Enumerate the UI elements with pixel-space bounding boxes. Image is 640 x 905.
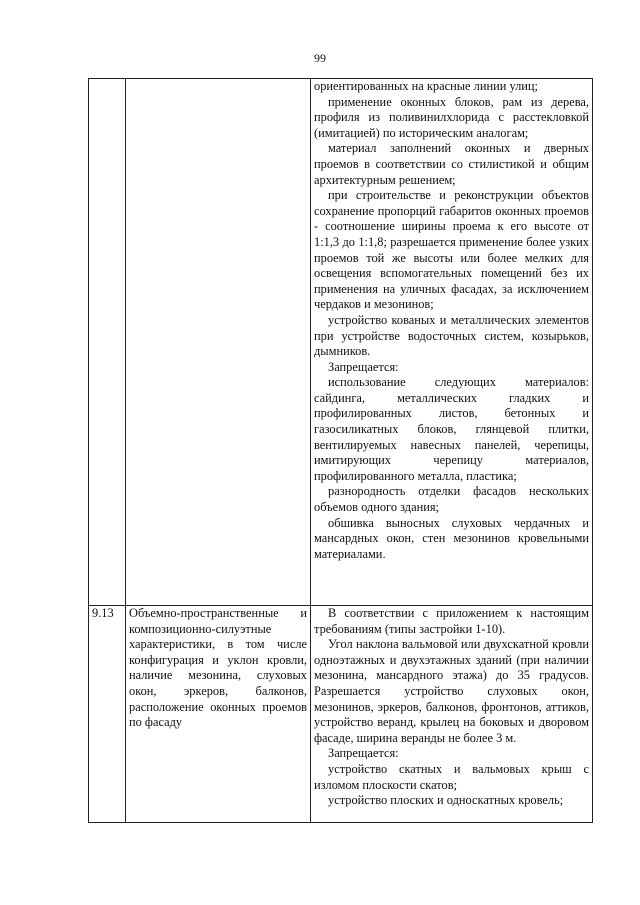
row-number-cell: [89, 79, 126, 606]
paragraph: использование следующих материалов: сайдинга, металлических гладких и профилированных листов, бетонных и газосиликатных блоков, глянцевой плитки, вентилируемых навесных панелей, черепицы, имитирующих черепицу материалов, профилированного металла, пластика;: [314, 375, 589, 483]
paragraph: при строительстве и реконструкции объектов сохранение пропорций габаритов оконных проемов - соотношение ширины проема к его высоте от 1:1,3 до 1:1,8; разрешается применение более узких проемов той же высоты или более мелких для освещения вспомогательных помещений без их применения на уличных фасадах, за исключением чердаков и мезонинов;: [314, 188, 589, 312]
row-text-cell: [311, 606, 593, 823]
paragraph: применение оконных блоков, рам из дерева, профиля из поливинилхлорида с расстекловкой (имитацией) по историческим аналогам;: [314, 94, 589, 140]
paragraph: устройство плоских и односкатных кровель;: [328, 793, 564, 808]
paragraph: Запрещается:: [328, 359, 399, 374]
row-text-cell: [311, 79, 593, 606]
row-name-cell: [126, 606, 311, 823]
requirements-table: [88, 78, 593, 823]
paragraph: Запрещается:: [328, 746, 399, 761]
table-row: [89, 606, 593, 823]
row-name-text: Объемно-пространственные и композиционно-силуэтные характеристики, в том числе конфигурация и уклон кровли, наличие мезонина, слуховых окон, эркеров, балконов, расположение оконных проемов по фасаду: [129, 606, 307, 730]
row-name-cell: [126, 79, 311, 606]
paragraph: устройство кованых и металлических элементов при устройстве водосточных систем, козырьков, дымников.: [314, 312, 589, 359]
paragraph: устройство скатных и вальмовых крыш с изломом плоскости скатов;: [314, 761, 589, 792]
page-number: 99: [314, 51, 326, 65]
paragraph: обшивка выносных слуховых чердачных и мансардных окон, стен мезонинов кровельными материалами.: [314, 515, 589, 561]
row-number-cell: 9.13: [89, 606, 126, 823]
table-row: [89, 79, 593, 606]
paragraph: материал заполнений оконных и дверных проемов в соответствии со стилистикой и общим архитектурным решением;: [314, 141, 589, 187]
paragraph: Угол наклона вальмовой или двухскатной кровли одноэтажных и двухэтажных зданий (при наличии мезонина, мансардного этажа) до 35 градусов. Разрешается устройство слуховых окон, мезонинов, эркеров, балконов, фронтонов, аттиков, устройство веранд, крылец на боковых и дворовом фасаде, ширина веранды не более 3 м.: [314, 637, 589, 745]
paragraph: В соответствии с приложением к настоящим требованиям (типы застройки 1-10).: [314, 606, 589, 636]
paragraph: ориентированных на красные линии улиц;: [314, 79, 538, 93]
paragraph: разнородность отделки фасадов нескольких объемов одного здания;: [314, 484, 589, 515]
